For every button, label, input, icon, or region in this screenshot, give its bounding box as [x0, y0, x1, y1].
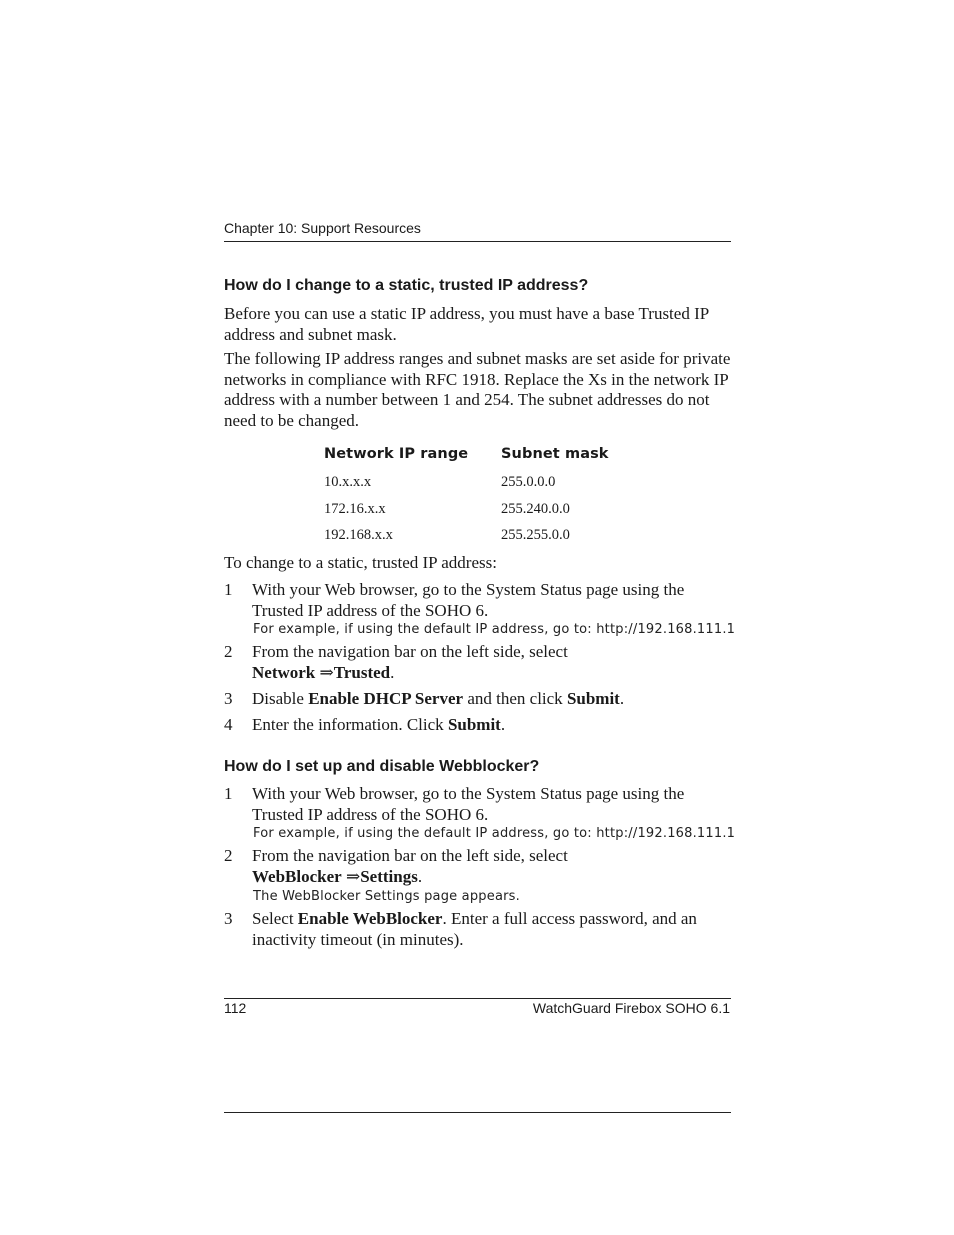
step-number: 2: [224, 846, 233, 865]
paragraph-base-address: Before you can use a static IP address, you must have a base Trusted IP address and subnet mask.: [224, 304, 709, 344]
table-cell-mask: 255.0.0.0: [501, 474, 556, 490]
step-number: 1: [224, 784, 233, 803]
ui-term-trusted: Trusted: [333, 662, 391, 682]
paragraph-ip-ranges: The following IP address ranges and subnet masks are set aside for private networks in compliance with RFC 1918. Replace the Xs in the network IP address with a number between 1 and 254. The subnet addresses do not need to be changed.: [224, 349, 731, 430]
step-number: 4: [224, 715, 233, 734]
section-heading-static-ip: How do I change to a static, trusted IP address?: [224, 277, 589, 294]
ui-term-network: Network: [252, 662, 316, 682]
step-number: 2: [224, 642, 233, 661]
step-note: For example, if using the default IP address, go to: http://192.168.111.1: [253, 826, 736, 841]
step-text: From the navigation bar on the left side, select Network ⇒Trusted.: [252, 642, 568, 682]
step-number: 1: [224, 580, 233, 599]
menu-path-arrow: ⇒: [345, 866, 361, 886]
section-heading-webblocker: How do I set up and disable Webblocker?: [224, 758, 540, 775]
ui-term-webblocker: WebBlocker: [252, 866, 342, 886]
table-cell-network: 10.x.x.x: [324, 474, 372, 490]
step-note: For example, if using the default IP address, go to: http://192.168.111.1: [253, 622, 736, 637]
paragraph-steps-intro: To change to a static, trusted IP address:: [224, 553, 497, 572]
table-cell-mask: 255.240.0.0: [501, 501, 570, 517]
step-text: Enter the information. Click Submit.: [252, 715, 506, 734]
step-text: Select Enable WebBlocker. Enter a full access password, and an inactivity timeout (in minutes).: [252, 909, 697, 949]
product-name: WatchGuard Firebox SOHO 6.1: [532, 1000, 730, 1016]
step-text: With your Web browser, go to the System Status page using the Trusted IP address of the SOHO 6.: [252, 580, 685, 620]
ui-term-submit: Submit: [566, 689, 620, 708]
header-rule: [224, 241, 731, 242]
step-text: With your Web browser, go to the System Status page using the Trusted IP address of the SOHO 6.: [252, 784, 685, 824]
ui-term-submit: Submit: [447, 715, 501, 734]
step-text: From the navigation bar on the left side, select WebBlocker ⇒Settings.: [252, 846, 568, 886]
ui-term-enable-webblocker: Enable WebBlocker: [297, 909, 443, 928]
table-cell-mask: 255.255.0.0: [501, 527, 570, 543]
step-text: Disable Enable DHCP Server and then click Submit.: [252, 689, 625, 708]
ui-term-enable-dhcp-server: Enable DHCP Server: [308, 689, 464, 708]
footer-rule: [224, 998, 731, 999]
page-number: 112: [224, 1000, 247, 1016]
table-cell-network: 172.16.x.x: [324, 501, 386, 517]
bottom-rule: [224, 1112, 731, 1113]
menu-path-arrow: ⇒: [319, 662, 334, 682]
table-cell-network: 192.168.x.x: [324, 527, 393, 543]
step-number: 3: [224, 909, 233, 928]
ui-term-settings: Settings: [360, 866, 418, 886]
running-header: Chapter 10: Support Resources: [224, 220, 421, 236]
table-header-subnet-mask: Subnet mask: [501, 446, 609, 462]
table-header-network-ip-range: Network IP range: [324, 446, 469, 462]
step-number: 3: [224, 689, 233, 708]
step-note: The WebBlocker Settings page appears.: [253, 889, 520, 904]
